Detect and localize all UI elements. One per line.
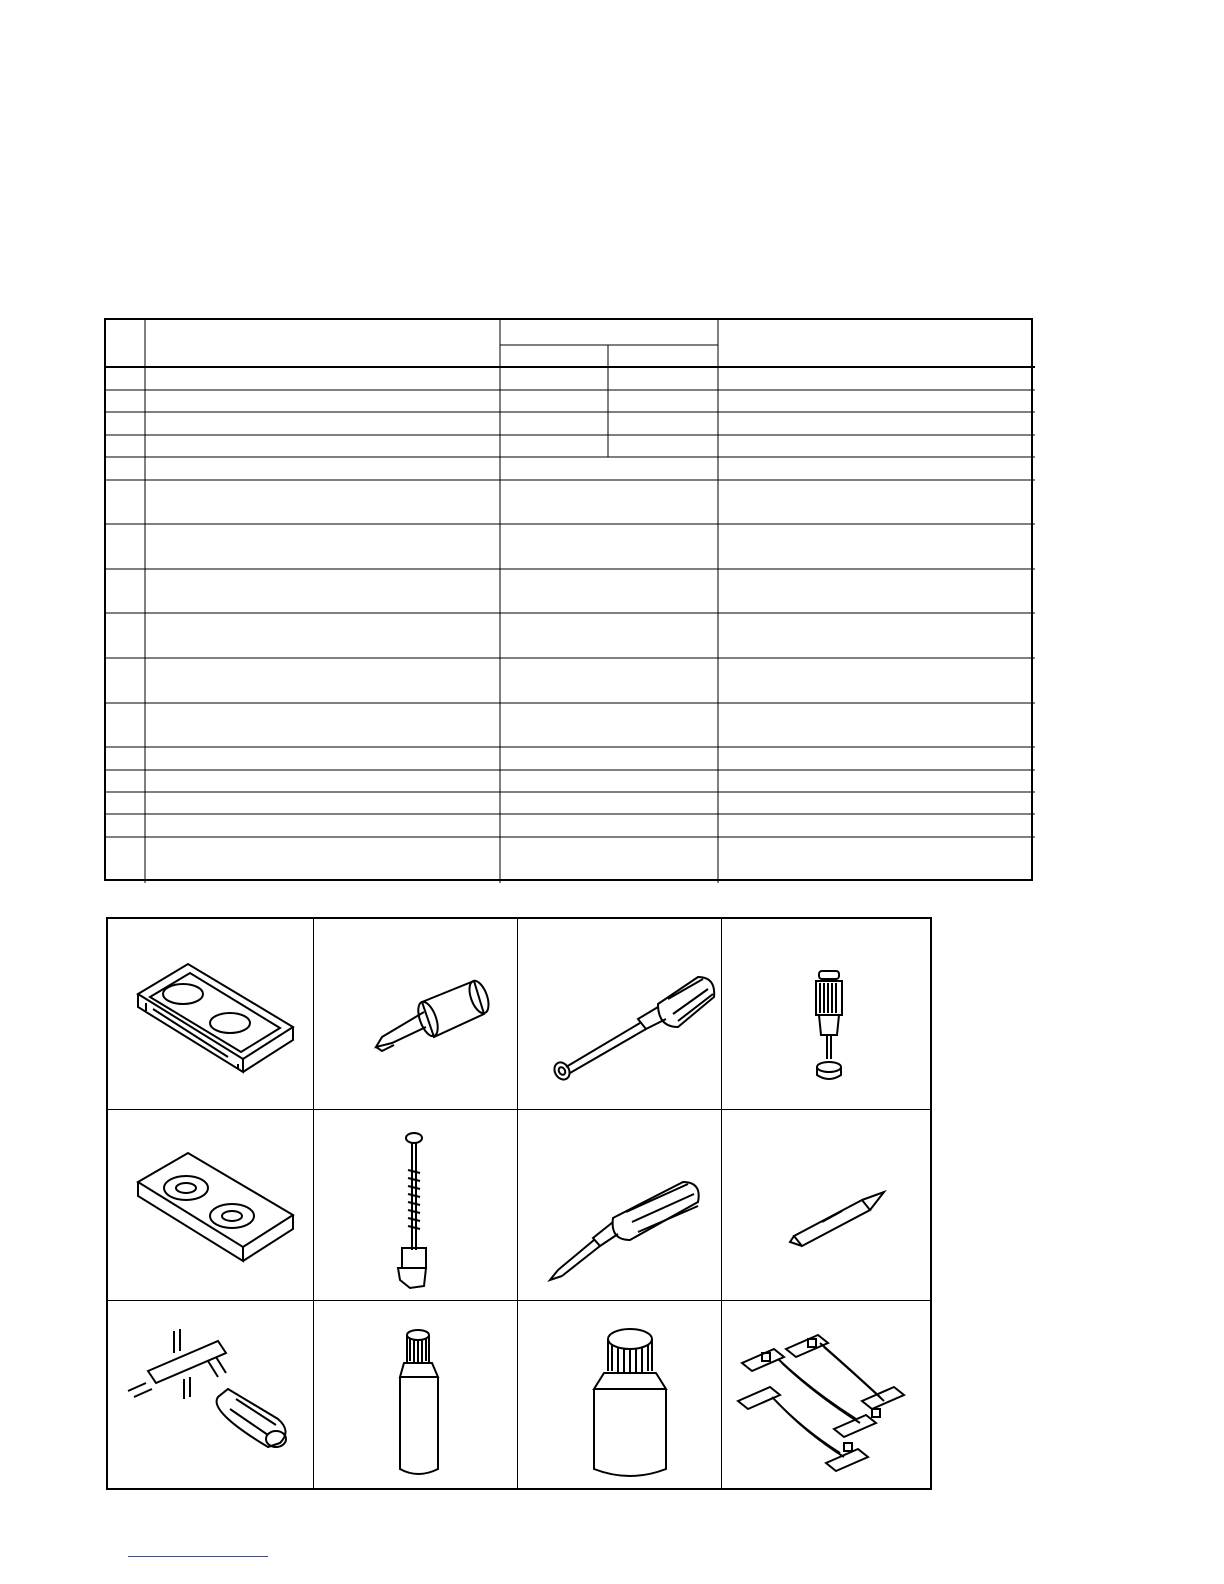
- figure-cell-1: [108, 919, 314, 1110]
- figure-cell-9: [108, 1301, 314, 1488]
- guide-roller-tool-icon: [108, 1301, 314, 1488]
- tool-figure-grid: [106, 917, 932, 1490]
- figure-cell-4: [722, 919, 932, 1110]
- figure-cell-2: [314, 919, 518, 1110]
- figure-cell-10: [314, 1301, 518, 1488]
- torque-gauge-icon: [722, 919, 932, 1110]
- driver-bit-icon: [722, 1110, 932, 1301]
- figure-cell-7: [518, 1110, 722, 1301]
- figure-cell-3: [518, 919, 722, 1110]
- oil-bottle-icon: [518, 1301, 722, 1488]
- flat-tip-bit-icon: [314, 919, 518, 1110]
- figure-cell-8: [722, 1110, 932, 1301]
- tools-table: [104, 318, 1033, 881]
- table-grid: [106, 320, 1035, 883]
- small-bottle-icon: [314, 1301, 518, 1488]
- figure-cell-6: [314, 1110, 518, 1301]
- figure-cell-5: [108, 1110, 314, 1301]
- nut-driver-icon: [518, 919, 722, 1110]
- screw-adjuster-icon: [314, 1110, 518, 1301]
- phillips-screwdriver-icon: [518, 1110, 722, 1301]
- figure-cell-11: [518, 1301, 722, 1488]
- footer-link-underline[interactable]: [128, 1556, 268, 1557]
- reel-cassette-icon: [108, 1110, 314, 1301]
- extension-cable-icon: [722, 1301, 932, 1488]
- figure-cell-12: [722, 1301, 932, 1488]
- video-cassette-icon: [108, 919, 314, 1110]
